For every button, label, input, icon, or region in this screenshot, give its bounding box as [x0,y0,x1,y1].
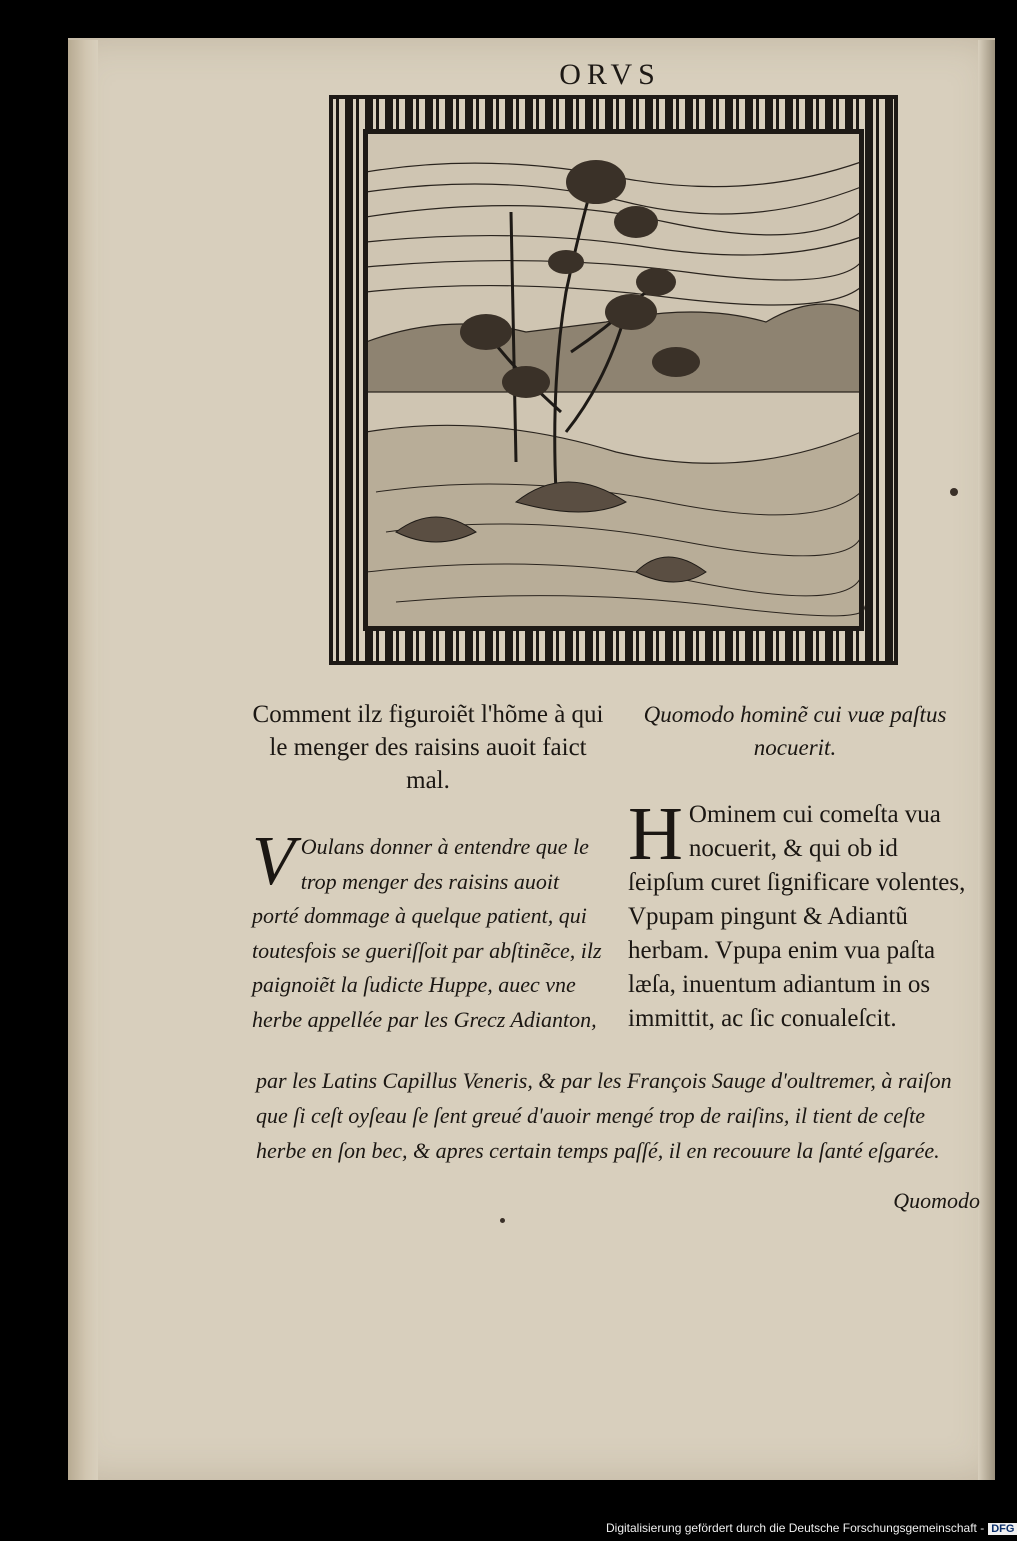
credit-text: Digitalisierung gefördert durch die Deutsche Forschungsgemeinschaft - [606,1521,985,1535]
french-drop-cap: V [252,823,295,900]
latin-drop-cap: H [628,792,683,876]
french-heading: Comment ilz figuroiẽt l'hõme à qui le menger des raisins auoit faict mal. [252,701,604,794]
french-paragraph [252,823,604,1037]
woodcut-plant-landscape-illustration [366,132,861,628]
woodcut-panel [363,129,864,631]
latin-paragraph-text: Ominem cui comeſta vua nocuerit, & qui ob id ſeipſum curet ſignificare volentes, Vpupam pingunt & Adiantũ herbam. Vpupa enim vua paſta læſa, inuentum adiantum in os immittit, ac ſic conualeſcit. [628,801,966,1032]
page-right-edge [978,40,995,1480]
page-gutter-edge [68,40,98,1480]
catchword: Quomodo [893,1188,980,1213]
latin-paragraph [628,792,973,1036]
french-paragraph-text: Oulans donner à entendre que le trop menger des raisins auoit porté dommage à quelque patient, qui toutesfois se gueriſſoit par abſtinẽce, ilz paignoiẽt la ſudicte Huppe, auec vne herbe appellée par les Grecz Adianton, [252,834,602,1032]
french-paragraph-continuation: par les Latins Capillus Veneris, & par les François Sauge d'oultremer, à raiſon que ſi ceſt oyſeau ſe ſent greué d'auoir mengé trop de raiſins, il tient de ceſte herbe en ſon bec, & apres certain temps paſſé, il en recouure la ſanté eſgarée. [256,1068,952,1163]
latin-heading: Quomodo hominẽ cui vuæ paſtus nocuerit. [643,702,947,760]
woodcut-frame [329,95,898,665]
running-head: ORVS [559,58,661,91]
ink-spot [950,488,958,496]
digitization-credit [606,1521,1015,1535]
dfg-logo: DFG [988,1523,1017,1535]
ink-spot [500,1218,505,1223]
